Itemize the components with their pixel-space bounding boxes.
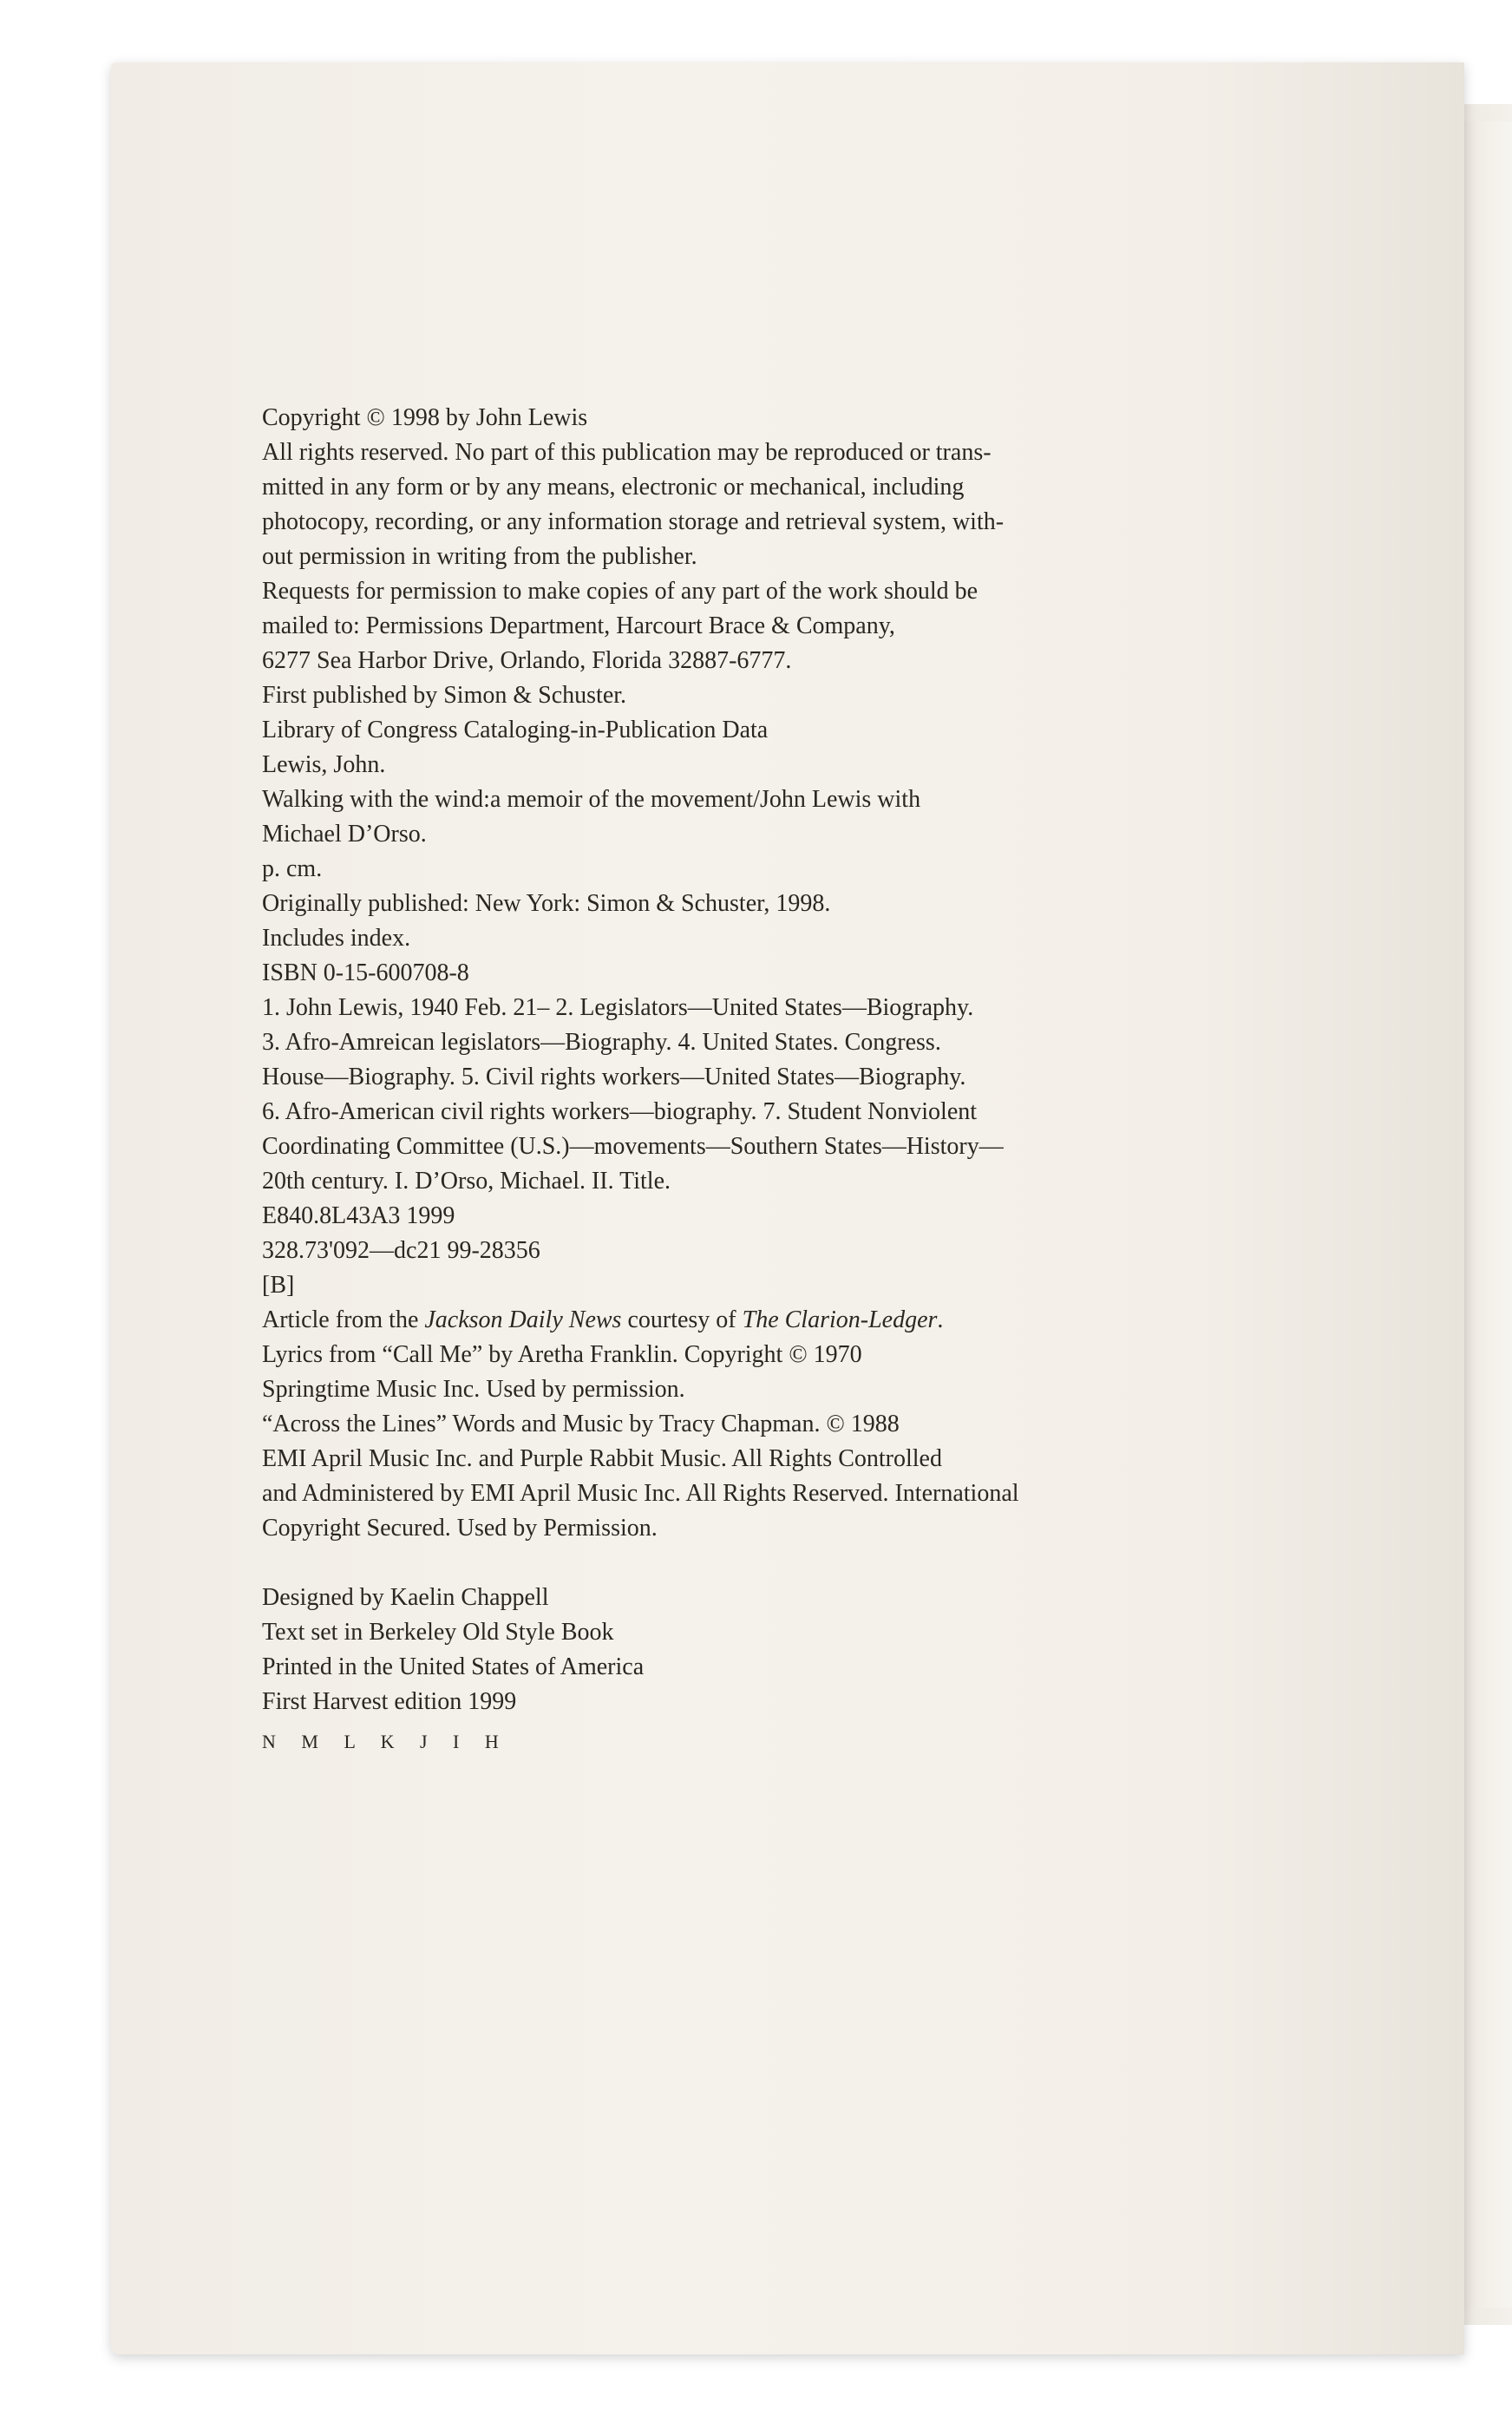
cip-line: ISBN 0-15-600708-8 — [262, 959, 469, 986]
source-title: The Clarion-Ledger — [742, 1306, 938, 1333]
cip-line: 6. Afro-American civil rights workers—biography. 7. Student Nonviolent — [262, 1098, 978, 1125]
rights-line: photocopy, recording, or any information storage and retrieval system, with- — [262, 508, 1005, 535]
requests-line: mailed to: Permissions Department, Harcourt Brace & Company, — [262, 612, 895, 639]
requests-line: Requests for permission to make copies of any part of the work should be — [262, 578, 979, 605]
cip-line: Coordinating Committee (U.S.)—movements—Southern States—History— — [262, 1133, 1004, 1160]
copyright-line: Copyright © 1998 by John Lewis — [262, 404, 588, 431]
first-published-line: First published by Simon & Schuster. — [262, 682, 627, 709]
cip-line: 20th century. I. D’Orso, Michael. II. Title. — [262, 1168, 671, 1195]
cip-line: 1. John Lewis, 1940 Feb. 21– 2. Legislators—United States—Biography. — [262, 994, 974, 1021]
cip-line: Library of Congress Cataloging-in-Publication Data — [262, 717, 769, 743]
printer-key: N M L K J I H — [262, 1731, 509, 1752]
rights-line: out permission in writing from the publisher. — [262, 543, 697, 570]
cip-line: p. cm. — [262, 855, 323, 882]
colophon-line: Text set in Berkeley Old Style Book — [262, 1619, 614, 1646]
cip-data-block — [262, 713, 1112, 1303]
across-line: and Administered by EMI April Music Inc. All Rights Reserved. International — [262, 1480, 1019, 1507]
cip-line: Michael D’Orso. — [262, 821, 427, 848]
lyrics-line: Springtime Music Inc. Used by permission. — [262, 1376, 685, 1403]
cip-line: House—Biography. 5. Civil rights workers—United States—Biography. — [262, 1064, 966, 1090]
across-line: Copyright Secured. Used by Permission. — [262, 1515, 658, 1542]
cip-line: Lewis, John. — [262, 751, 386, 778]
colophon-line: Printed in the United States of America — [262, 1653, 645, 1680]
lyrics-credit — [262, 1338, 1112, 1407]
cip-line: 328.73'092—dc21 99-28356 — [262, 1237, 540, 1264]
lyrics-line: Lyrics from “Call Me” by Aretha Franklin. Copyright © 1970 — [262, 1341, 862, 1368]
newspaper-title: Jackson Daily News — [424, 1306, 622, 1333]
across-line: EMI April Music Inc. and Purple Rabbit Music. All Rights Controlled — [262, 1445, 942, 1472]
across-the-lines-credit — [262, 1407, 1112, 1546]
permission-requests-paragraph — [262, 574, 1112, 678]
colophon — [262, 1581, 1112, 1759]
cip-line: Includes index. — [262, 925, 411, 952]
cip-line: Originally published: New York: Simon & Schuster, 1998. — [262, 890, 831, 917]
cip-line: Walking with the wind:a memoir of the movement/John Lewis with — [262, 786, 921, 813]
rights-paragraph — [262, 435, 1112, 574]
across-line: “Across the Lines” Words and Music by Tracy Chapman. © 1988 — [262, 1411, 900, 1437]
rights-line: All rights reserved. No part of this publication may be reproduced or trans- — [262, 439, 992, 466]
copyright-text-block — [262, 401, 1112, 1759]
cip-line: E840.8L43A3 1999 — [262, 1202, 455, 1229]
rights-line: mitted in any form or by any means, electronic or mechanical, including — [262, 474, 965, 501]
colophon-line: Designed by Kaelin Chappell — [262, 1584, 549, 1611]
colophon-line: First Harvest edition 1999 — [262, 1688, 517, 1715]
requests-line: 6277 Sea Harbor Drive, Orlando, Florida 32887-6777. — [262, 647, 792, 674]
cip-line: [B] — [262, 1272, 295, 1299]
article-credit: Article from the Jackson Daily News courtesy of The Clarion-Ledger. — [262, 1306, 944, 1333]
cip-line: 3. Afro-Amreican legislators—Biography. 4. United States. Congress. — [262, 1029, 941, 1056]
